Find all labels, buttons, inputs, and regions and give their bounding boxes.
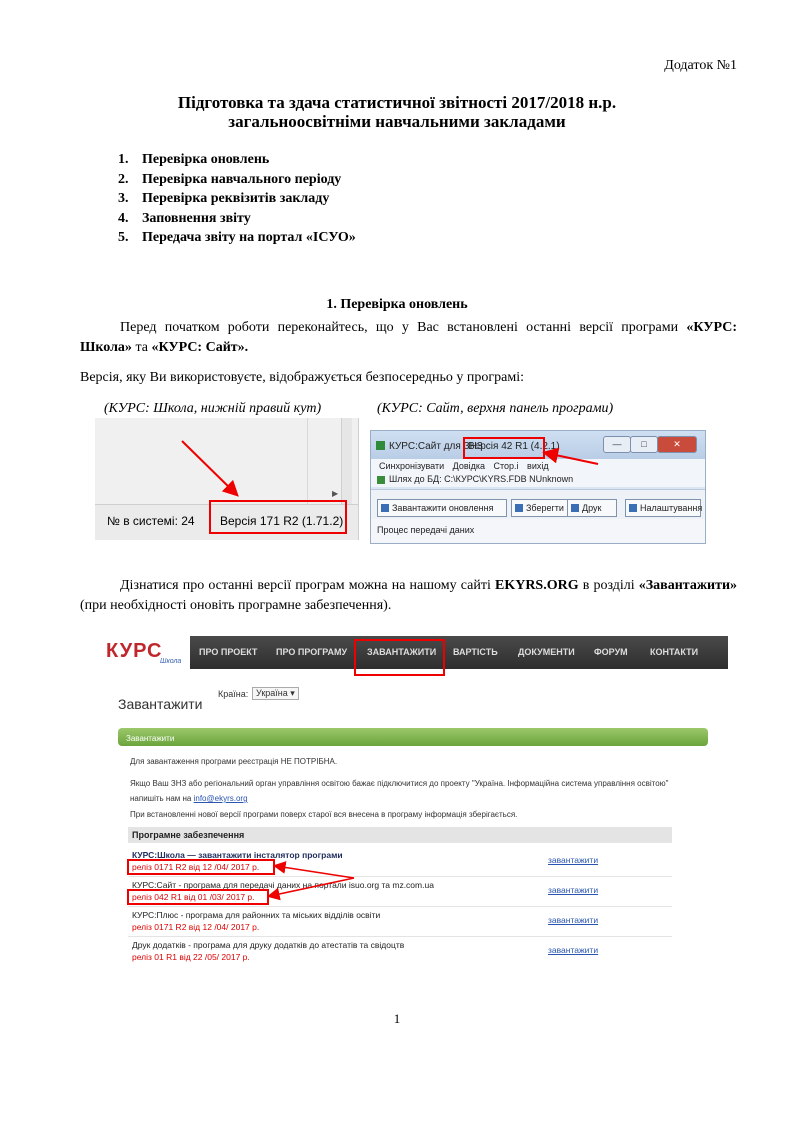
db-path-label: Шлях до БД: C:\КУРС\KYRS.FDB NUnknown xyxy=(389,474,574,484)
product-version: реліз 01 R1 від 22 /05/ 2017 р. xyxy=(132,952,250,962)
nav-item-about-project[interactable]: ПРО ПРОЕКТ xyxy=(199,647,258,657)
caption-site: (КУРС: Сайт, верхня панель програми) xyxy=(377,401,614,416)
site-logo-subtitle: Школа xyxy=(160,658,182,665)
download-link[interactable]: завантажити xyxy=(548,885,599,895)
caption-school: (КУРС: Школа, нижній правий кут) xyxy=(104,401,322,416)
settings-button[interactable]: Налаштування xyxy=(625,499,701,517)
process-label: Процес передачі даних xyxy=(377,525,475,535)
email-link[interactable]: info@ekyrs.org xyxy=(193,794,248,803)
info-line: Для завантаження програми реєстрація НЕ ПОТРІБНА. xyxy=(130,757,338,766)
title-line-2: загальноосвітніми навчальними закладами xyxy=(228,112,566,131)
product-title: КУРС:Школа — завантажити інсталятор програми xyxy=(132,850,343,860)
version-label: Версія 42 R1 (4.2.1) xyxy=(468,441,560,452)
toc-item-number: 1. xyxy=(118,152,129,167)
section-heading: 1. Перевірка оновлень xyxy=(326,297,468,312)
download-updates-button[interactable]: Завантажити оновлення xyxy=(377,499,507,517)
toc-item-text: Передача звіту на портал «ІСУО» xyxy=(142,230,356,245)
menu-items[interactable]: Синхронізувати Довідка Стор.і вихід xyxy=(379,461,549,471)
panel-title: Завантажити xyxy=(126,734,175,743)
product-version: реліз 042 R1 від 01 /03/ 2017 р. xyxy=(132,892,255,902)
paragraph-version-display: Версія, яку Ви використовуєте, відображується безпосередньо у програмі: xyxy=(80,370,524,385)
table-header-label: Програмне забезпечення xyxy=(132,830,245,840)
country-select[interactable]: Україна ▾ xyxy=(252,687,299,700)
nav-item-price[interactable]: ВАРТІСТЬ xyxy=(453,647,498,657)
product-version: реліз 0171 R2 від 12 /04/ 2017 р. xyxy=(132,862,260,872)
close-button[interactable]: ✕ xyxy=(657,436,697,453)
page-number: 1 xyxy=(393,1011,401,1026)
minimize-button[interactable]: — xyxy=(603,436,631,453)
info-line: При встановленні нової версії програми поверх старої вся внесена в програму інформація зберігається. xyxy=(130,810,518,819)
download-link[interactable]: завантажити xyxy=(548,915,599,925)
info-text: Якщо Ваш ЗНЗ або регіональний орган управління освітою бажає підключитися до проекту "Україна. Інформаційна система управління освітою" напишіть нам на xyxy=(130,779,669,803)
toc-item-number: 3. xyxy=(118,191,129,206)
paragraph-text: в розділі xyxy=(578,578,639,593)
toc-item-number: 2. xyxy=(118,171,129,187)
system-number-label: № в системі: 24 xyxy=(107,514,195,528)
save-button[interactable]: Зберегти xyxy=(511,499,571,517)
nav-item-download[interactable]: ЗАВАНТАЖИТИ xyxy=(367,647,437,657)
toc-item-number: 5. xyxy=(118,230,129,245)
download-link[interactable]: завантажити xyxy=(548,855,599,865)
site-logo[interactable]: КУРС xyxy=(106,640,163,662)
program-name-school: «КУРС: Школа» xyxy=(80,320,737,355)
maximize-button[interactable]: □ xyxy=(630,436,658,453)
print-button[interactable]: Друк xyxy=(567,499,617,517)
paragraph-text: та xyxy=(131,340,152,355)
download-link[interactable]: завантажити xyxy=(548,945,599,955)
product-version: реліз 0171 R2 від 12 /04/ 2017 р. xyxy=(132,922,260,932)
title-line-1: Підготовка та здача статистичної звітності 2017/2018 н.р. xyxy=(177,93,617,112)
arrow-icon xyxy=(276,866,354,878)
window-title: КУРС:Сайт для ЗНЗ xyxy=(389,441,483,452)
section-name: «Завантажити» xyxy=(638,578,738,593)
toc-item-text: Перевірка реквізитів закладу xyxy=(142,191,330,206)
product-name: КУРС:Сайт - програма для передачі даних на портали isuo.org та mz.com.ua xyxy=(132,880,434,890)
paragraph-text: Дізнатися про останні версії програм можна на нашому сайті xyxy=(120,578,495,593)
nav-item-documents[interactable]: ДОКУМЕНТИ xyxy=(518,647,575,657)
toc-item-text: Перевірка навчального періоду xyxy=(142,171,342,187)
page-heading: Завантажити xyxy=(118,696,203,712)
nav-item-contacts[interactable]: КОНТАКТИ xyxy=(650,647,699,657)
country-label: Країна: xyxy=(218,689,249,699)
paragraph-text: Перед початком роботи переконайтесь, що у Вас встановлені останні версії програми xyxy=(120,320,687,335)
product-name: КУРС:Плюс - програма для районних та міських відділів освіти xyxy=(132,910,381,920)
arrow-icon xyxy=(270,878,354,896)
appendix-label: Додаток №1 xyxy=(664,58,737,73)
paragraph-text: (при необхідності оновіть програмне забезпечення). xyxy=(80,598,392,613)
toc-item-text: Перевірка оновлень xyxy=(142,152,270,167)
nav-item-about-program[interactable]: ПРО ПРОГРАМУ xyxy=(276,647,348,657)
site-name: EKYRS.ORG xyxy=(494,578,579,593)
program-name-site: «КУРС: Сайт». xyxy=(151,340,249,355)
version-label: Версія 171 R2 (1.71.2) xyxy=(220,514,344,528)
toc-item-number: 4. xyxy=(118,210,129,226)
product-name: Друк додатків - програма для друку додатків до атестатів та свідоцтв xyxy=(132,940,405,950)
toc-item-text: Заповнення звіту xyxy=(142,210,251,226)
resize-arrow-icon: ▶ xyxy=(332,489,339,498)
nav-item-forum[interactable]: ФОРУМ xyxy=(594,647,628,657)
